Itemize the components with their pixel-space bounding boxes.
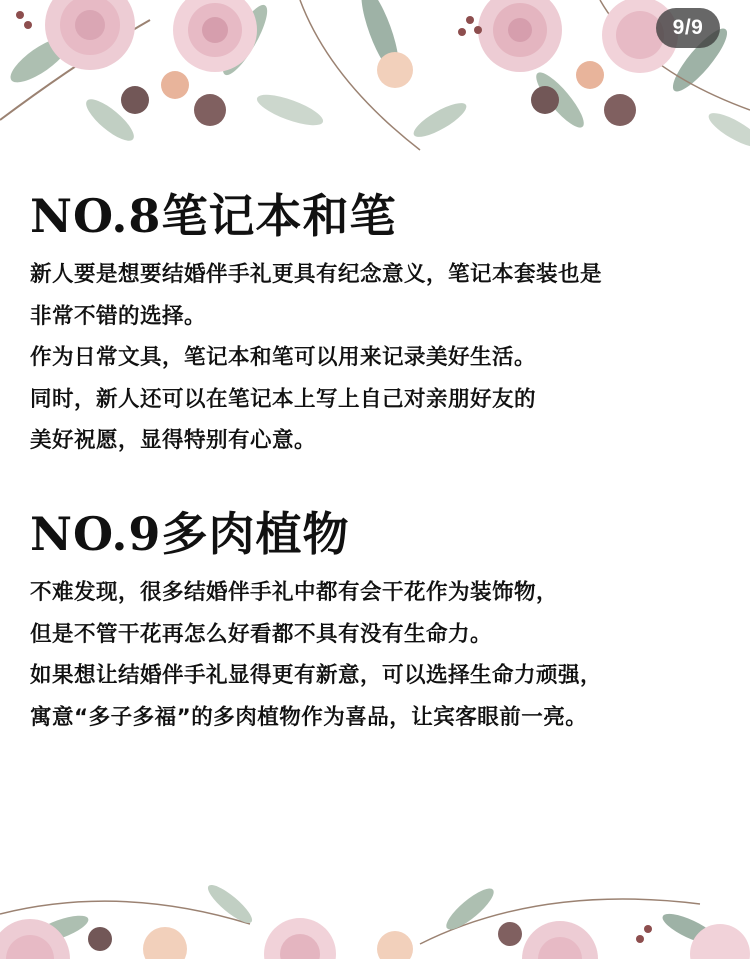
paragraph-line: 不难发现，很多结婚伴手礼中都有会干花作为装饰物， — [30, 580, 559, 605]
section-succulent-plants — [30, 504, 730, 738]
section-heading: NO.8笔记本和笔 — [30, 189, 397, 243]
paragraph-line: 美好祝愿，显得特别有心意。 — [30, 428, 317, 454]
paragraph-line: 如果想让结婚伴手礼显得更有新意，可以选择生命力顽强， — [30, 663, 603, 689]
floral-border-top — [0, 0, 750, 165]
paragraph-line: 同时，新人还可以在笔记本上写上自己对亲朋好友的 — [30, 386, 537, 412]
section-heading: NO.9多肉植物 — [30, 507, 350, 561]
page-counter-badge: 9/9 — [656, 8, 720, 48]
paragraph-line: 作为日常文具，笔记本和笔可以用来记录美好生活。 — [30, 345, 537, 371]
floral-border-bottom — [0, 874, 750, 959]
paragraph-line: 非常不错的选择。 — [30, 303, 207, 329]
paragraph-line: 新人要是想要结婚伴手礼更具有纪念意义，笔记本套装也是 — [30, 262, 603, 287]
paragraph-line: 寓意“多子多福”的多肉植物作为喜品，让宾客眼前一亮。 — [30, 704, 588, 730]
paragraph-line: 但是不管干花再怎么好看都不具有没有生命力。 — [30, 621, 493, 647]
section-notebook-and-pen — [30, 186, 730, 462]
